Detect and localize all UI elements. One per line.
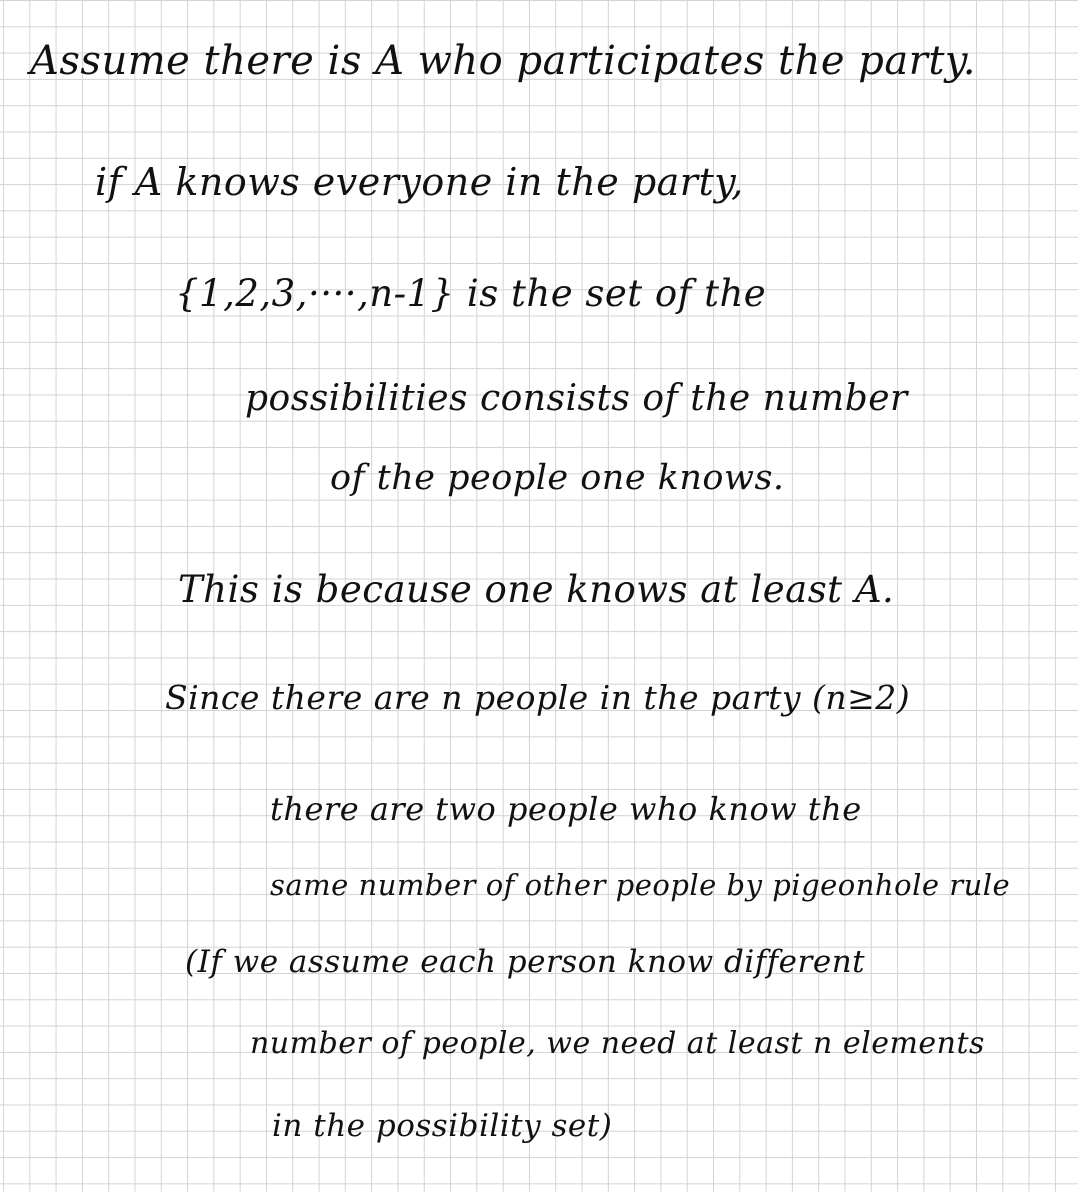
handwritten-line-2: if A knows everyone in the party,	[95, 160, 744, 204]
handwritten-line-5: of the people one knows.	[330, 458, 785, 498]
handwritten-line-4: possibilities consists of the number	[245, 378, 908, 419]
handwritten-line-12: in the possibility set)	[272, 1108, 613, 1144]
handwritten-line-7: Since there are n people in the party (n≥2)	[165, 678, 911, 717]
handwritten-line-11: number of people, we need at least n elements	[250, 1026, 985, 1061]
handwritten-line-9: same number of other people by pigeonhole rule	[270, 868, 1011, 902]
handwritten-line-10: (If we assume each person know different	[185, 944, 866, 980]
handwritten-line-3: {1,2,3,····,n-1} is the set of the	[175, 272, 767, 315]
handwritten-line-1: Assume there is A who participates the party.	[30, 38, 976, 84]
handwritten-line-6: This is because one knows at least A.	[178, 568, 895, 611]
handwritten-line-8: there are two people who know the	[270, 790, 862, 828]
